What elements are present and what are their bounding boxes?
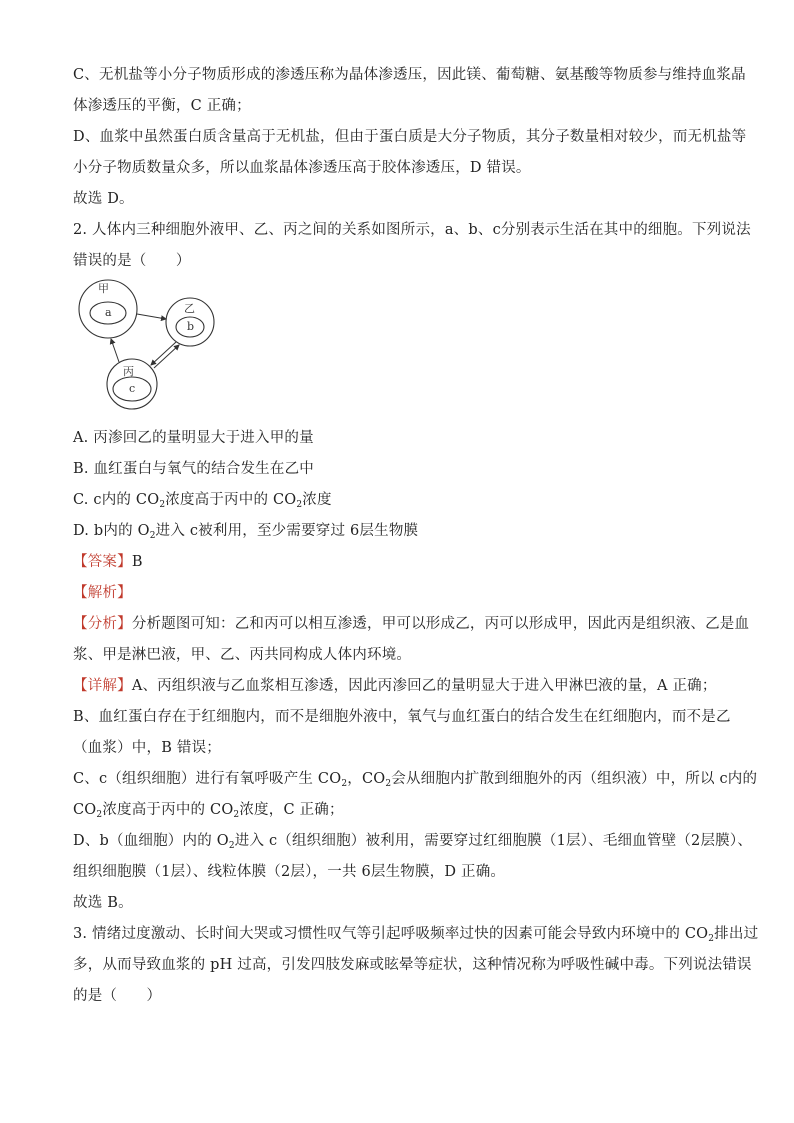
label-bing: 丙 [123,365,134,378]
q2-xiangjie-b2: （血浆）中，B 错误； [73,740,221,756]
q2-xiangjie-d1: D、b（血细胞）内的 $O_2$进入 c（组织细胞）被利用，需要穿过红细胞膜（1层）、毛细血管壁（2层膜）、 [73,833,753,851]
body-fluid-diagram [73,279,233,419]
document-page [73,60,759,1012]
q1-option-c-line2: 体渗透压的平衡，C 正确； [73,98,251,114]
label-yi: 乙 [184,302,195,315]
q2-fenxi-line2: 浆、甲是淋巴液，甲、乙、丙共同构成人体内环境。 [73,647,412,663]
q2-answer [73,547,723,578]
q2-xiangjie-c1: C、c（组织细胞）进行有氧呼吸产生 $CO_2$，$CO_2$会从细胞内扩散到细胞外的丙（组织液）中，所以 c内的 [73,771,758,789]
arrow-bing-to-yi [154,345,179,368]
answer-value: B [131,554,143,570]
q2-xiangjie-c2: $CO_2$浓度高于丙中的 $CO_2$浓度，C 正确； [73,802,344,820]
q3-stem-line2: 多，从而导致血浆的 pH 过高，引发四肢发麻或眩晕等症状，这种情况称为呼吸性碱中毒。下列说法错误 [73,957,752,973]
analysis-tag: 【解析】 [73,585,132,601]
arrow-jia-to-yi [137,314,166,319]
q1-option-d-line1: D、血浆中虽然蛋白质含量高于无机盐，但由于蛋白质是大分子物质，其分子数量相对较少，而无机盐等 [73,129,747,145]
q2-conclusion: 故选 B。 [73,895,133,911]
q1-conclusion: 故选 D。 [73,191,134,207]
q2-fenxi-line1: 【分析】分析题图可知：乙和丙可以相互渗透，甲可以形成乙，丙可以形成甲，因此丙是组织液、乙是血 [73,616,750,632]
q2-xiangjie-d2: 组织细胞膜（1层）、线粒体膜（2层），一共 6层生物膜，D 正确。 [73,864,506,880]
answer-tag: 【答案】 [73,554,132,570]
q2-option-b: B. 血红蛋白与氧气的结合发生在乙中 [73,461,314,477]
fenxi-tag: 【分析】 [73,616,132,632]
arrow-bing-to-jia [111,339,119,362]
q3-stem-line1: 3. 情绪过度激动、长时间大哭或习惯性叹气等引起呼吸频率过快的因素可能会导致内环境中的 $CO_2$排出过 [73,926,759,944]
label-b: b [187,320,195,333]
label-a: a [105,306,112,319]
q3-stem-line3: 的是（ ） [73,988,162,1004]
q2-analysis-heading [73,578,723,609]
q2-stem-line2: 错误的是（ ） [73,253,191,269]
xiangjie-tag: 【详解】 [73,678,132,694]
q1-option-c-line1: C、无机盐等小分子物质形成的渗透压称为晶体渗透压，因此镁、葡萄糖、氨基酸等物质参与维持血浆晶 [73,67,746,83]
q2-xiangjie-b1: B、血红蛋白存在于红细胞内，而不是细胞外液中，氧气与血红蛋白的结合发生在红细胞内，而不是乙 [73,709,731,725]
q2-option-d: D. b内的 $O_2$进入 c被利用，至少需要穿过 6层生物膜 [73,523,419,541]
label-c: c [129,382,136,395]
q2-xiangjie-a: 【详解】A、丙组织液与乙血浆相互渗透，因此丙渗回乙的量明显大于进入甲淋巴液的量，A 正确； [73,678,717,694]
q2-option-a: A. 丙渗回乙的量明显大于进入甲的量 [73,430,314,446]
label-jia: 甲 [98,282,109,295]
q2-stem-line1: 2. 人体内三种细胞外液甲、乙、丙之间的关系如图所示，a、b、c分别表示生活在其中的细胞。下列说法 [73,222,751,238]
q2-option-c: C. c内的 $CO_2$浓度高于丙中的 $CO_2$浓度 [73,492,332,510]
arrow-yi-to-bing [151,342,176,365]
q1-option-d-line2: 小分子物质数量众多，所以血浆晶体渗透压高于胶体渗透压，D 错误。 [73,160,531,176]
diagram-svg [73,279,233,419]
